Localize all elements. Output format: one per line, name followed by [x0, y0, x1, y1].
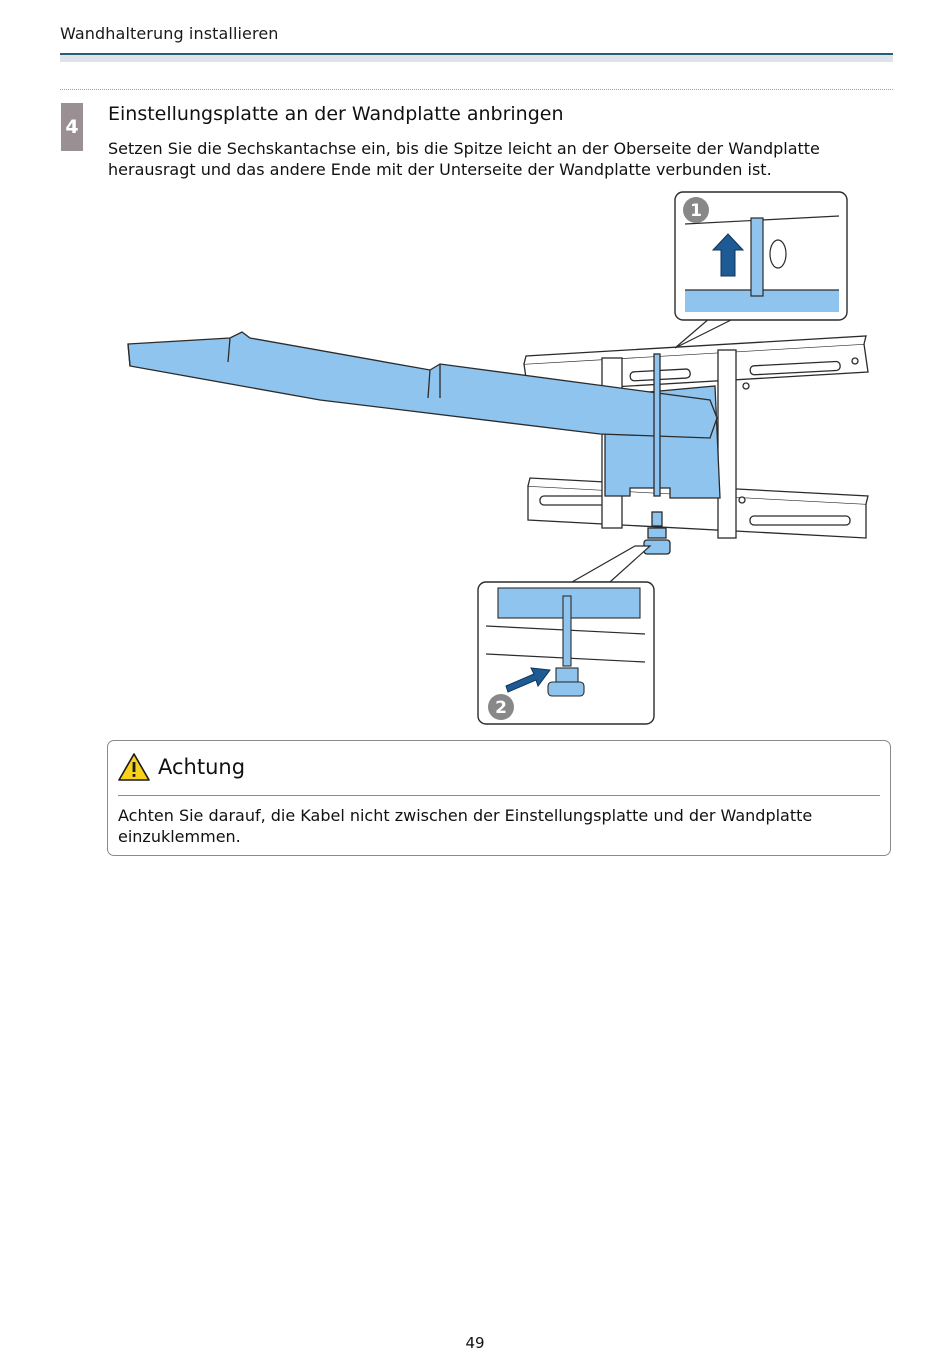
section-divider [60, 89, 893, 90]
step-instruction: Setzen Sie die Sechskantachse ein, bis die Spitze leicht an der Oberseite der Wandplatte herausragt und das andere Ende mit der Unterseite der Wandplatte verbunden ist. [108, 139, 820, 179]
step-number-badge: 4 [61, 103, 83, 151]
callout-2-label: 2 [495, 698, 507, 718]
caution-divider [118, 795, 880, 796]
step-title: Einstellungsplatte an der Wandplatte anbringen [108, 103, 564, 125]
caution-title: Achtung [158, 755, 246, 779]
installation-illustration [110, 186, 880, 731]
header-title: Wandhalterung installieren [60, 24, 279, 43]
caution-box [107, 740, 891, 856]
warning-icon [118, 753, 150, 781]
callout-1-label: 1 [690, 201, 702, 221]
caution-text: Achten Sie darauf, die Kabel nicht zwischen der Einstellungsplatte und der Wandplatte einzuklemmen. [118, 806, 813, 846]
page-number: 49 [465, 1334, 485, 1352]
header-rule-shade [60, 55, 893, 62]
